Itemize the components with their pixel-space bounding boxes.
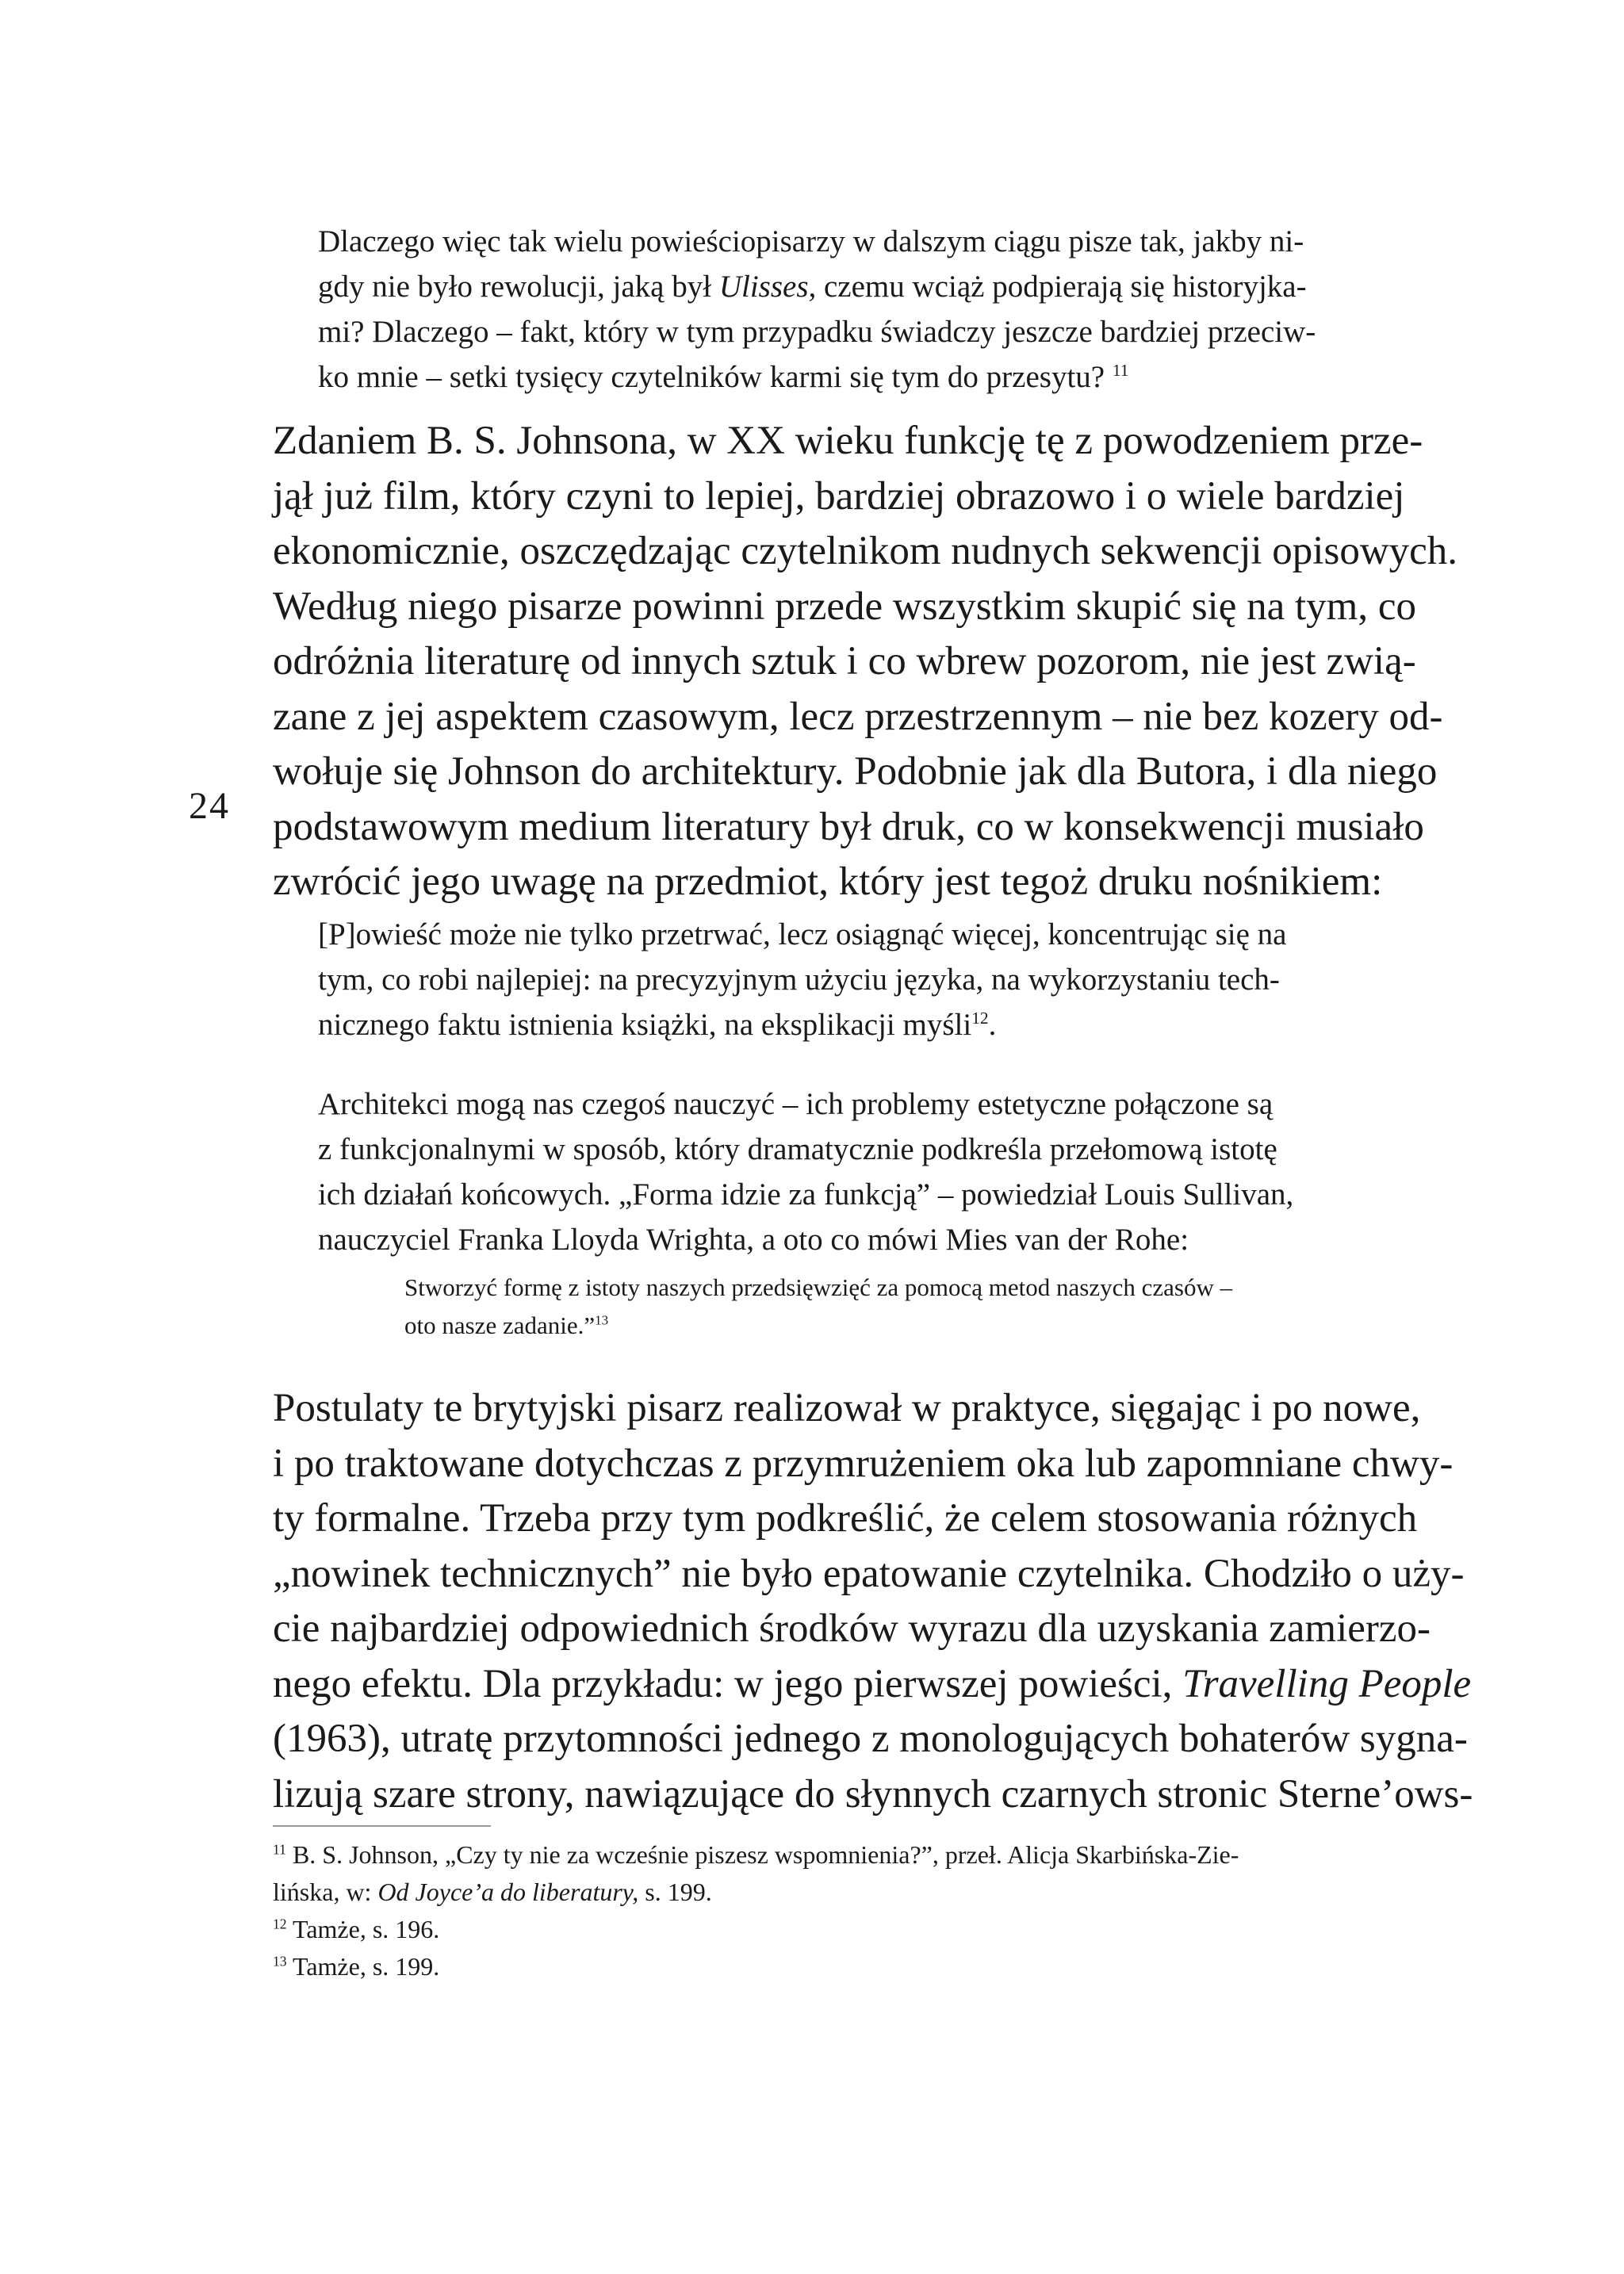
- text-line: oto nasze zadanie.”$^{13}$: [404, 1311, 609, 1339]
- text-line: ty formalne. Trzeba przy tym podkreślić, że celem stosowania różnych: [273, 1496, 1418, 1541]
- text-line: ko mnie – setki tysięcy czytelników karmi się tym do przesytu? $^{11}$: [318, 360, 1129, 394]
- footnote-11-cont: lińska, w: Od Joyce’a do liberatury, s. 199.: [273, 1878, 712, 1906]
- text-line: gdy nie było rewolucji, jaką był Ulisses, czemu wciąż podpierają się historyjka-: [318, 270, 1307, 304]
- italic-title: Travelling People: [1182, 1661, 1472, 1706]
- text-line: zwrócić jego uwagę na przedmiot, który jest tegoż druku nośnikiem:: [273, 859, 1383, 904]
- text-line: ekonomicznie, oszczędzając czytelnikom nudnych sekwencji opisowych.: [273, 529, 1458, 573]
- italic-title: Od Joyce’a do liberatury,: [377, 1878, 639, 1906]
- text-line: tym, co robi najlepiej: na precyzyjnym użyciu języka, na wykorzystaniu tech-: [318, 963, 1280, 997]
- text-line: mi? Dlaczego – fakt, który w tym przypadku świadczy jeszcze bardziej przeciw-: [318, 315, 1316, 349]
- footnote-11: $^{11}$ B. S. Johnson, „Czy ty nie za wcześnie piszesz wspomnienia?”, przeł. Alicja Skarbińska-Zie-: [273, 1840, 1239, 1869]
- text-line: zane z jej aspektem czasowym, lecz przestrzennym – nie bez kozery od-: [273, 694, 1443, 739]
- footnotes: [273, 1836, 1383, 1985]
- text-line: Architekci mogą nas czegoś nauczyć – ich problemy estetyczne połączone są: [318, 1087, 1274, 1121]
- body-paragraph-2: [273, 1381, 1473, 1822]
- text-line: i po traktowane dotychczas z przymrużeniem oka lub zapomniane chwy-: [273, 1441, 1454, 1486]
- text-line: wołuje się Johnson do architektury. Podobnie jak dla Butora, i dla niego: [273, 749, 1438, 794]
- text-line: jął już film, który czyni to lepiej, bardziej obrazowo i o wiele bardziej: [273, 473, 1405, 519]
- text-line: cie najbardziej odpowiednich środków wyrazu dla uzyskania zamierzo-: [273, 1606, 1431, 1651]
- block-quote-1: [318, 219, 1388, 400]
- footnote-12: $^{12}$ Tamże, s. 196.: [273, 1915, 440, 1943]
- text-line: Według niego pisarze powinni przede wszystkim skupić się na tym, co: [273, 584, 1416, 629]
- text-line: nicznego faktu istnienia książki, na eksplikacji myśli$^{12}$.: [318, 1008, 997, 1042]
- text-line: [P]owieść może nie tylko przetrwać, lecz osiągnąć więcej, koncentrując się na: [318, 917, 1287, 951]
- footnote-ref-12: 12: [971, 1009, 989, 1028]
- text-line: z funkcjonalnymi w sposób, który dramatycznie podkreśla przełomową istotę: [318, 1132, 1277, 1166]
- text-line: lizują szare strony, nawiązujące do słynnych czarnych stronic Sterne’ows-: [273, 1771, 1473, 1817]
- text-line: nauczyciel Franka Lloyda Wrighta, a oto co mówi Mies van der Rohe:: [318, 1223, 1189, 1257]
- text-line: Dlaczego więc tak wielu powieściopisarzy w dalszym ciągu pisze tak, jakby ni-: [318, 224, 1304, 258]
- text-line: ich działań końcowych. „Forma idzie za funkcją” – powiedział Louis Sullivan,: [318, 1177, 1294, 1212]
- footnote-divider: [273, 1825, 491, 1827]
- text-line: podstawowym medium literatury był druk, co w konsekwencji musiało: [273, 804, 1424, 849]
- italic-title: Ulisses,: [718, 270, 817, 304]
- footnote-number: 11: [273, 1841, 286, 1858]
- footnote-number: 13: [273, 1953, 287, 1970]
- footnote-13: $^{13}$ Tamże, s. 199.: [273, 1952, 440, 1981]
- page-number: 24: [189, 785, 230, 827]
- text-line: (1963), utratę przytomności jednego z monologujących bohaterów sygna-: [273, 1717, 1468, 1761]
- text-line: „nowinek technicznych” nie było epatowanie czytelnika. Chodziło o uży-: [273, 1551, 1465, 1596]
- text-line: nego efektu. Dla przykładu: w jego pierwszej powieści, Travelling People: [273, 1661, 1472, 1706]
- text-line: Zdaniem B. S. Johnsona, w XX wieku funkcję tę z powodzeniem prze-: [273, 419, 1423, 463]
- footnote-ref-11: 11: [1112, 361, 1129, 380]
- text-line: odróżnia literaturę od innych sztuk i co wbrew pozorom, nie jest zwią-: [273, 639, 1416, 683]
- footnote-number: 12: [273, 1916, 287, 1932]
- body-paragraph-1: [273, 414, 1458, 910]
- footnote-ref-13: 13: [595, 1312, 609, 1328]
- nested-quote: [404, 1269, 1388, 1345]
- text-line: Postulaty te brytyjski pisarz realizował w praktyce, sięgając i po nowe,: [273, 1386, 1421, 1430]
- text-line: Stworzyć formę z istoty naszych przedsięwzięć za pomocą metod naszych czasów –: [404, 1273, 1233, 1301]
- block-quote-3: [318, 1081, 1388, 1262]
- block-quote-2: [318, 912, 1388, 1047]
